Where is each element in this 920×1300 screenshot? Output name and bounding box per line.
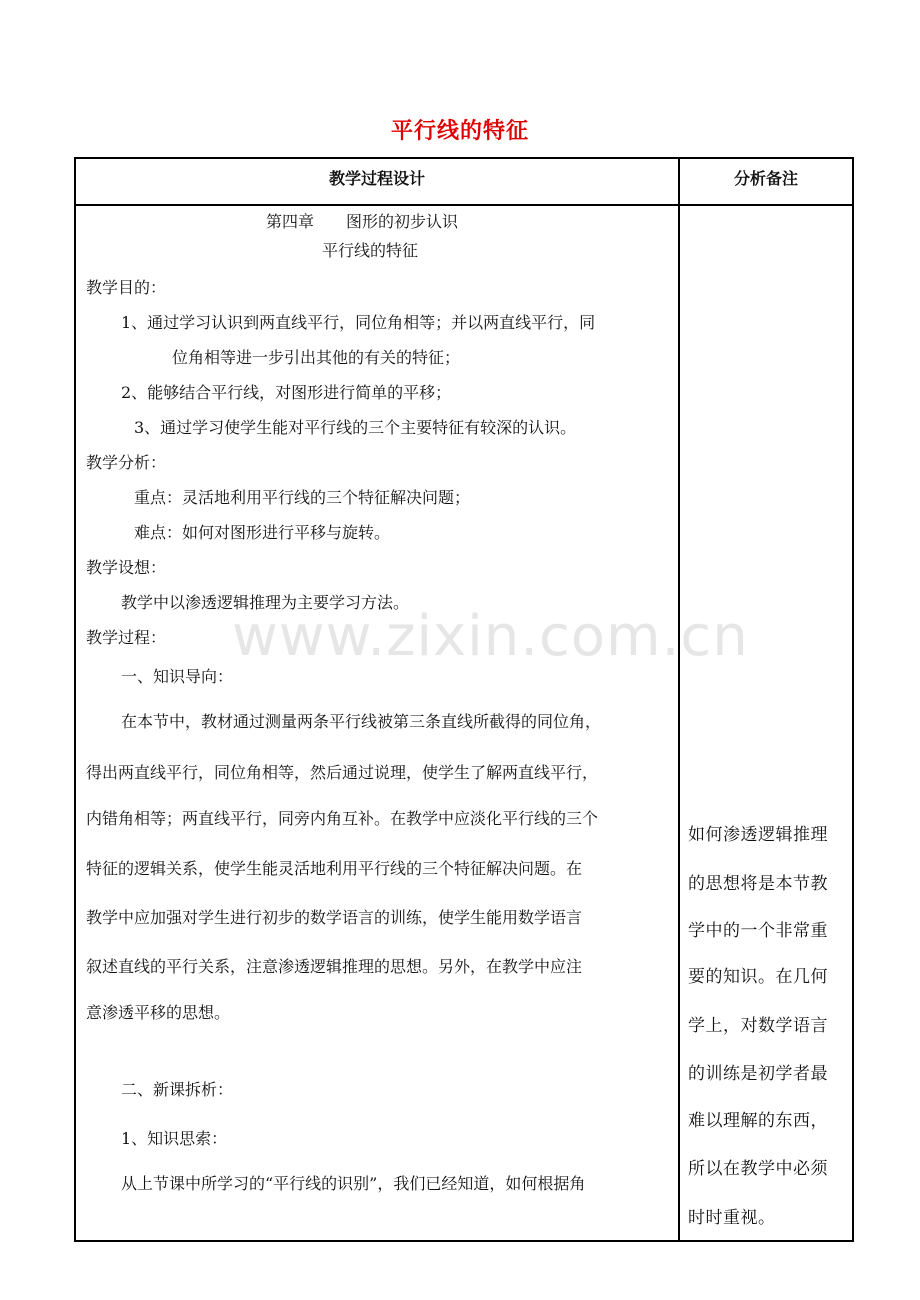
note-line: 如何渗透逻辑推理 [688,825,828,845]
paragraph-line: 教学中应加强对学生进行初步的数学语言的训练，使学生能用数学语言 [86,908,583,927]
goal-3: 3、通过学习使学生能对平行线的三个主要特征有较深的认识。 [134,418,577,437]
note-line: 学中的一个非常重 [688,921,828,941]
page-title: 平行线的特征 [390,119,529,144]
chapter-heading: 第四章 图形的初步认识 [266,212,459,231]
paragraph-line: 得出两直线平行，同位角相等，然后通过说理，使学生了解两直线平行， [86,763,599,782]
goal-2: 2、能够结合平行线，对图形进行简单的平移； [121,383,452,402]
goals-heading: 教学目的： [86,278,167,297]
note-line: 要的知识。在几何 [688,967,828,987]
header-process-design: 教学过程设计 [328,169,425,188]
difficulty: 难点：如何对图形进行平移与旋转。 [134,523,391,542]
lesson-subtitle: 平行线的特征 [322,241,419,260]
paragraph-line: 特征的逻辑关系，使学生能灵活地利用平行线的三个特征解决问题。在 [86,859,583,878]
note-line: 的训练是初学者最 [688,1064,828,1084]
goal-1-line-1: 1、通过学习认识到两直线平行，同位角相等；并以两直线平行，同 [121,313,596,332]
analysis-heading: 教学分析： [86,453,167,472]
header-divider [74,204,854,206]
subsection-1-heading: 1、知识思索： [121,1129,228,1148]
paragraph-line: 内错角相等；两直线平行，同旁内角互补。在教学中应淡化平行线的三个 [86,809,599,828]
section-1-heading: 一、知识导向： [121,667,234,686]
idea-heading: 教学设想： [86,558,167,577]
column-divider [678,157,680,1242]
paragraph-line: 意渗透平移的思想。 [86,1003,231,1022]
paragraph-line: 在本节中，教材通过测量两条平行线被第三条直线所截得的同位角， [121,712,602,731]
idea-text: 教学中以渗透逻辑推理为主要学习方法。 [121,593,410,612]
note-line: 的思想将是本节教 [688,874,828,894]
header-analysis-notes: 分析备注 [733,169,798,188]
paragraph-line: 从上节课中所学习的“平行线的识别”，我们已经知道，如何根据角 [121,1174,586,1193]
process-heading: 教学过程： [86,628,167,647]
note-line: 难以理解的东西， [688,1111,828,1131]
paragraph-line: 叙述直线的平行关系，注意渗透逻辑推理的思想。另外，在教学中应注 [86,957,583,976]
note-line: 时时重视。 [688,1208,776,1228]
section-2-heading: 二、新课拆析： [121,1080,234,1099]
note-line: 学上，对数学语言 [688,1016,828,1036]
key-point: 重点：灵活地利用平行线的三个特征解决问题； [134,488,471,507]
watermark: www.zixin.com.cn [232,604,749,669]
note-line: 所以在教学中必须 [688,1159,828,1179]
goal-1-line-2: 位角相等进一步引出其他的有关的特征； [172,348,461,367]
